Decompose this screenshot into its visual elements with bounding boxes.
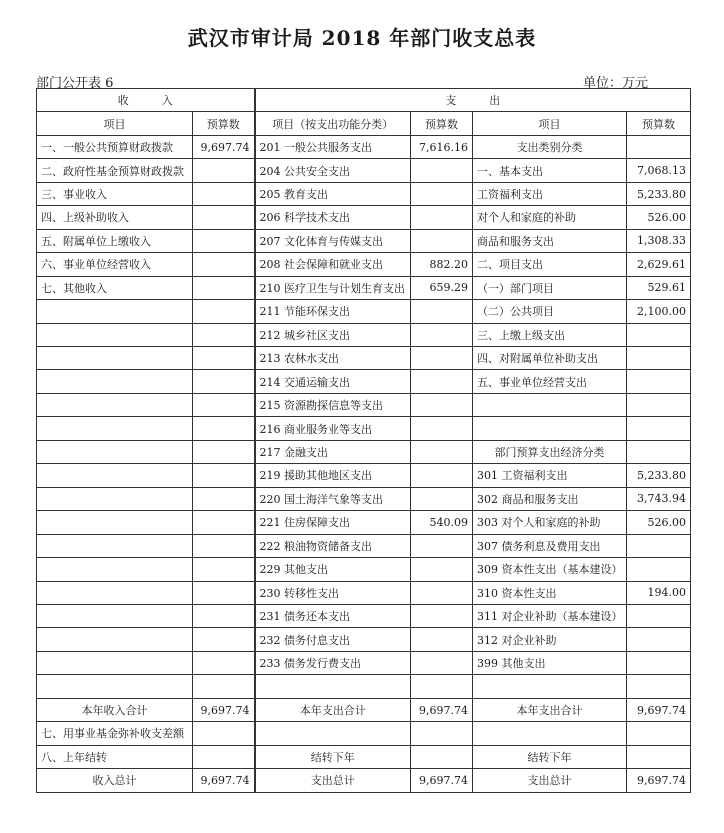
table-cell	[193, 534, 255, 557]
table-cell: 222 粮油物资储备支出	[255, 534, 411, 557]
table-cell	[37, 393, 193, 416]
table-row	[37, 440, 691, 463]
table-cell: 219 援助其他地区支出	[255, 464, 411, 487]
table-cell	[411, 558, 473, 581]
table-cell: 194.00	[627, 581, 691, 604]
table-cell	[411, 440, 473, 463]
table-cell	[193, 229, 255, 252]
table-row	[37, 300, 691, 323]
table-cell	[193, 464, 255, 487]
table-cell	[411, 323, 473, 346]
table-cell: 216 商业服务业等支出	[255, 417, 411, 440]
page-title: 武汉市审计局 2018 年部门收支总表	[187, 26, 537, 50]
table-cell: 302 商品和服务支出	[473, 487, 627, 510]
table-cell	[193, 300, 255, 323]
table-cell: 230 转移性支出	[255, 581, 411, 604]
table-cell	[255, 722, 411, 745]
table-cell	[411, 300, 473, 323]
table-cell	[411, 651, 473, 674]
table-cell: 收入总计	[37, 769, 193, 792]
table-row	[37, 581, 691, 604]
table-cell	[473, 417, 627, 440]
expense-section-header: 支 出	[255, 89, 691, 112]
table-cell	[37, 300, 193, 323]
table-row	[37, 487, 691, 510]
table-cell: 结转下年	[473, 745, 627, 768]
table-cell	[37, 440, 193, 463]
table-cell: 207 文化体育与传媒支出	[255, 229, 411, 252]
table-cell: 五、事业单位经营支出	[473, 370, 627, 393]
table-cell: （一）部门项目	[473, 276, 627, 299]
table-cell: 208 社会保障和就业支出	[255, 253, 411, 276]
table-cell: 301 工资福利支出	[473, 464, 627, 487]
table-row	[37, 558, 691, 581]
table-row	[37, 675, 691, 698]
table-cell	[473, 722, 627, 745]
table-cell	[255, 675, 411, 698]
table-cell: 214 交通运输支出	[255, 370, 411, 393]
table-cell	[193, 276, 255, 299]
table-cell: 7,068.13	[627, 159, 691, 182]
table-cell	[193, 346, 255, 369]
table-cell	[37, 628, 193, 651]
col-header-item-3: 项目	[473, 112, 627, 135]
table-cell	[37, 370, 193, 393]
table-cell: 工资福利支出	[473, 182, 627, 205]
table-row	[37, 135, 691, 158]
table-row	[37, 276, 691, 299]
table-cell	[627, 628, 691, 651]
table-cell	[193, 722, 255, 745]
table-cell: 5,233.80	[627, 464, 691, 487]
table-cell	[37, 417, 193, 440]
table-cell	[37, 511, 193, 534]
table-cell: 540.09	[411, 511, 473, 534]
table-cell: 882.20	[411, 253, 473, 276]
table-cell: 9,697.74	[193, 135, 255, 158]
table-cell: 2,100.00	[627, 300, 691, 323]
table-cell	[411, 346, 473, 369]
table-row	[37, 417, 691, 440]
table-row	[37, 346, 691, 369]
table-cell: 9,697.74	[627, 698, 691, 721]
table-cell: 210 医疗卫生与计划生育支出	[255, 276, 411, 299]
table-cell	[37, 675, 193, 698]
table-cell	[37, 487, 193, 510]
table-row	[37, 253, 691, 276]
col-header-func-item: 项目（按支出功能分类）	[255, 112, 411, 135]
table-cell	[627, 722, 691, 745]
table-cell	[37, 581, 193, 604]
table-cell	[627, 417, 691, 440]
table-cell: 526.00	[627, 511, 691, 534]
table-cell	[411, 675, 473, 698]
table-cell: 一、基本支出	[473, 159, 627, 182]
table-cell: 支出类别分类	[473, 135, 627, 158]
table-cell	[37, 534, 193, 557]
table-cell: 七、用事业基金弥补收支差额	[37, 722, 193, 745]
table-cell	[37, 323, 193, 346]
table-cell: 307 债务利息及费用支出	[473, 534, 627, 557]
table-cell	[627, 534, 691, 557]
table-cell	[473, 393, 627, 416]
section-header-row	[37, 89, 691, 112]
table-row	[37, 370, 691, 393]
table-cell: 七、其他收入	[37, 276, 193, 299]
table-cell	[411, 370, 473, 393]
table-cell	[627, 393, 691, 416]
table-cell: 9,697.74	[627, 769, 691, 792]
table-row	[37, 511, 691, 534]
col-header-budget-3: 预算数	[627, 112, 691, 135]
table-cell	[411, 722, 473, 745]
table-cell: 310 资本性支出	[473, 581, 627, 604]
table-cell	[37, 464, 193, 487]
table-cell: 2,629.61	[627, 253, 691, 276]
table-cell: 309 资本性支出（基本建设）	[473, 558, 627, 581]
table-cell: 215 资源勘探信息等支出	[255, 393, 411, 416]
table-cell	[627, 675, 691, 698]
table-cell	[193, 604, 255, 627]
table-cell: 233 债务发行费支出	[255, 651, 411, 674]
table-cell	[37, 558, 193, 581]
table-row	[37, 182, 691, 205]
table-cell: 三、上缴上级支出	[473, 323, 627, 346]
table-cell	[193, 370, 255, 393]
table-cell	[193, 393, 255, 416]
table-cell	[193, 440, 255, 463]
table-cell	[193, 182, 255, 205]
table-cell: 支出总计	[255, 769, 411, 792]
table-row	[37, 745, 691, 768]
table-cell	[411, 581, 473, 604]
table-number: 部门公开表 6	[36, 76, 114, 91]
table-cell	[627, 604, 691, 627]
table-cell	[193, 487, 255, 510]
table-cell: 7,616.16	[411, 135, 473, 158]
col-header-budget-2: 预算数	[411, 112, 473, 135]
table-cell: 213 农林水支出	[255, 346, 411, 369]
table-cell: 211 节能环保支出	[255, 300, 411, 323]
budget-summary-table	[36, 88, 691, 793]
table-cell	[411, 182, 473, 205]
table-cell	[411, 534, 473, 557]
table-cell: 四、对附属单位补助支出	[473, 346, 627, 369]
table-cell: 529.61	[627, 276, 691, 299]
table-cell	[411, 393, 473, 416]
table-row	[37, 769, 691, 792]
table-cell: 八、上年结转	[37, 745, 193, 768]
table-cell: 206 科学技术支出	[255, 206, 411, 229]
table-cell	[411, 229, 473, 252]
table-cell	[193, 745, 255, 768]
table-cell: 312 对企业补助	[473, 628, 627, 651]
table-cell	[37, 604, 193, 627]
table-cell: 六、事业单位经营收入	[37, 253, 193, 276]
table-cell: 303 对个人和家庭的补助	[473, 511, 627, 534]
table-cell	[627, 370, 691, 393]
table-row	[37, 534, 691, 557]
table-cell: 商品和服务支出	[473, 229, 627, 252]
table-cell: 1,308.33	[627, 229, 691, 252]
table-cell: 204 公共安全支出	[255, 159, 411, 182]
table-row	[37, 464, 691, 487]
table-row	[37, 628, 691, 651]
table-cell	[627, 346, 691, 369]
table-cell	[37, 346, 193, 369]
table-row	[37, 159, 691, 182]
table-cell	[193, 581, 255, 604]
table-cell	[627, 440, 691, 463]
table-cell: 217 金融支出	[255, 440, 411, 463]
table-cell	[411, 604, 473, 627]
table-cell: 三、事业收入	[37, 182, 193, 205]
income-section-header: 收 入	[37, 89, 255, 112]
table-cell: 一、一般公共预算财政拨款	[37, 135, 193, 158]
table-cell: 220 国土海洋气象等支出	[255, 487, 411, 510]
table-cell: 结转下年	[255, 745, 411, 768]
table-row	[37, 229, 691, 252]
table-cell: 229 其他支出	[255, 558, 411, 581]
table-cell	[193, 253, 255, 276]
table-cell	[411, 206, 473, 229]
table-cell: 9,697.74	[411, 698, 473, 721]
table-cell	[411, 464, 473, 487]
col-header-item: 项目	[37, 112, 193, 135]
table-cell	[193, 511, 255, 534]
table-cell: 对个人和家庭的补助	[473, 206, 627, 229]
col-header-budget: 预算数	[193, 112, 255, 135]
table-cell	[627, 651, 691, 674]
table-cell: 231 债务还本支出	[255, 604, 411, 627]
table-cell: 5,233.80	[627, 182, 691, 205]
table-cell	[473, 675, 627, 698]
table-cell: 9,697.74	[411, 769, 473, 792]
table-cell	[627, 135, 691, 158]
column-header-row	[37, 112, 691, 135]
table-cell	[193, 417, 255, 440]
table-cell	[193, 651, 255, 674]
table-cell	[193, 628, 255, 651]
table-cell: 659.29	[411, 276, 473, 299]
table-cell	[627, 558, 691, 581]
table-cell: 311 对企业补助（基本建设）	[473, 604, 627, 627]
table-cell	[627, 745, 691, 768]
table-row	[37, 393, 691, 416]
table-cell: 526.00	[627, 206, 691, 229]
table-row	[37, 206, 691, 229]
table-row	[37, 651, 691, 674]
unit-label: 单位：万元	[583, 76, 649, 91]
table-cell: 二、项目支出	[473, 253, 627, 276]
table-row	[37, 722, 691, 745]
table-cell	[411, 487, 473, 510]
table-cell	[411, 745, 473, 768]
table-cell	[193, 675, 255, 698]
table-cell: 201 一般公共服务支出	[255, 135, 411, 158]
table-cell: 本年支出合计	[473, 698, 627, 721]
table-cell: 二、政府性基金预算财政拨款	[37, 159, 193, 182]
table-cell: 部门预算支出经济分类	[473, 440, 627, 463]
table-cell: 9,697.74	[193, 769, 255, 792]
table-cell: 3,743.94	[627, 487, 691, 510]
table-row	[37, 698, 691, 721]
table-cell: 本年支出合计	[255, 698, 411, 721]
table-cell	[411, 628, 473, 651]
table-row	[37, 604, 691, 627]
table-cell: 支出总计	[473, 769, 627, 792]
table-cell: 本年收入合计	[37, 698, 193, 721]
table-cell	[193, 206, 255, 229]
table-cell: （二）公共项目	[473, 300, 627, 323]
table-cell: 五、附属单位上缴收入	[37, 229, 193, 252]
table-cell	[193, 558, 255, 581]
table-cell: 9,697.74	[193, 698, 255, 721]
table-cell	[411, 417, 473, 440]
table-cell	[37, 651, 193, 674]
table-cell	[193, 323, 255, 346]
table-cell: 四、上级补助收入	[37, 206, 193, 229]
table-cell: 221 住房保障支出	[255, 511, 411, 534]
table-cell: 205 教育支出	[255, 182, 411, 205]
table-cell	[193, 159, 255, 182]
table-cell: 212 城乡社区支出	[255, 323, 411, 346]
table-cell: 399 其他支出	[473, 651, 627, 674]
table-cell	[411, 159, 473, 182]
table-row	[37, 323, 691, 346]
table-cell: 232 债务付息支出	[255, 628, 411, 651]
table-cell	[627, 323, 691, 346]
